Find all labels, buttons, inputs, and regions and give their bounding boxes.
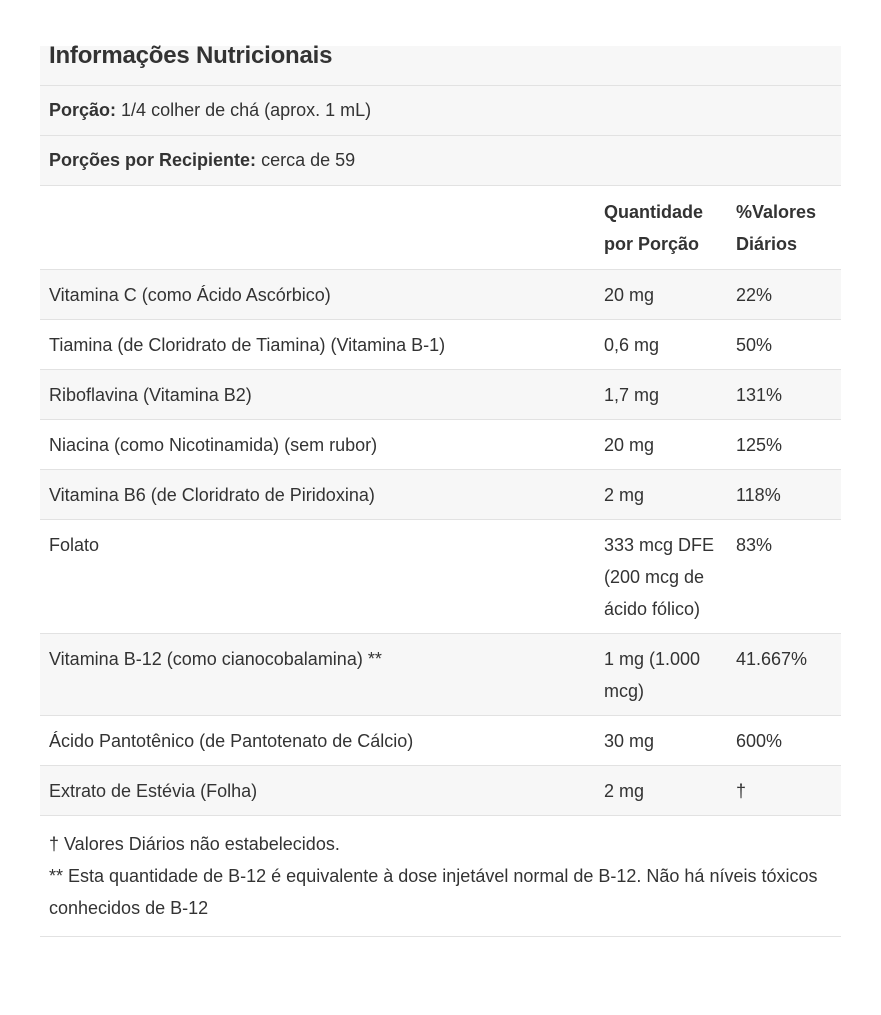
servings-per-container-value: cerca de 59: [261, 150, 356, 170]
nutrition-facts-panel: [40, 41, 841, 937]
nutrient-amount: 1 mg (1.000 mcg): [595, 634, 727, 716]
nutrient-name: Ácido Pantotênico (de Pantotenato de Cálcio): [40, 716, 595, 766]
nutrient-daily-value: 83%: [727, 520, 841, 634]
footnote-dagger: † Valores Diários não estabelecidos.: [49, 834, 340, 854]
nutrient-daily-value: †: [727, 766, 841, 816]
nutrient-amount: 0,6 mg: [595, 320, 727, 370]
nutrient-name: Riboflavina (Vitamina B2): [40, 370, 595, 420]
title-row: [40, 41, 841, 86]
table-row: [40, 634, 841, 716]
page-title: Informações Nutricionais: [49, 41, 333, 69]
nutrient-name: Folato: [40, 520, 595, 634]
nutrient-name: Extrato de Estévia (Folha): [40, 766, 595, 816]
nutrient-daily-value: 125%: [727, 420, 841, 470]
nutrient-daily-value: 131%: [727, 370, 841, 420]
table-row: [40, 470, 841, 520]
serving-size-label: Porção:: [49, 100, 117, 120]
footnotes: [40, 816, 841, 937]
header-amount-per-serving: Quantidade por Porção: [595, 186, 727, 270]
servings-per-container-row: [40, 136, 841, 186]
nutrient-name: Niacina (como Nicotinamida) (sem rubor): [40, 420, 595, 470]
nutrient-amount: 333 mcg DFE (200 mcg de ácido fólico): [595, 520, 727, 634]
table-row: [40, 320, 841, 370]
serving-size-row: [40, 86, 841, 136]
nutrient-amount: 1,7 mg: [595, 370, 727, 420]
table-row: [40, 520, 841, 634]
table-row: [40, 766, 841, 816]
nutrition-table: [40, 186, 841, 816]
table-row: [40, 420, 841, 470]
nutrient-name: Vitamina C (como Ácido Ascórbico): [40, 270, 595, 320]
nutrient-amount: 2 mg: [595, 470, 727, 520]
table-row: [40, 716, 841, 766]
servings-per-container-label: Porções por Recipiente:: [49, 150, 257, 170]
header-nutrient: [40, 186, 595, 270]
nutrient-amount: 30 mg: [595, 716, 727, 766]
nutrient-amount: 2 mg: [595, 766, 727, 816]
nutrient-name: Tiamina (de Cloridrato de Tiamina) (Vitamina B-1): [40, 320, 595, 370]
nutrient-daily-value: 22%: [727, 270, 841, 320]
header-daily-value: %Valores Diários: [727, 186, 841, 270]
nutrient-name: Vitamina B-12 (como cianocobalamina) **: [40, 634, 595, 716]
nutrient-daily-value: 600%: [727, 716, 841, 766]
nutrient-daily-value: 50%: [727, 320, 841, 370]
table-row: [40, 370, 841, 420]
nutrient-daily-value: 118%: [727, 470, 841, 520]
nutrient-amount: 20 mg: [595, 270, 727, 320]
footnote-double-asterisk: ** Esta quantidade de B-12 é equivalente à dose injetável normal de B-12. Não há níveis tóxicos conhecidos de B-12: [49, 866, 818, 918]
table-header-row: [40, 186, 841, 270]
serving-size-value: 1/4 colher de chá (aprox. 1 mL): [121, 100, 372, 120]
nutrient-amount: 20 mg: [595, 420, 727, 470]
nutrient-name: Vitamina B6 (de Cloridrato de Piridoxina): [40, 470, 595, 520]
nutrient-daily-value: 41.667%: [727, 634, 841, 716]
table-row: [40, 270, 841, 320]
